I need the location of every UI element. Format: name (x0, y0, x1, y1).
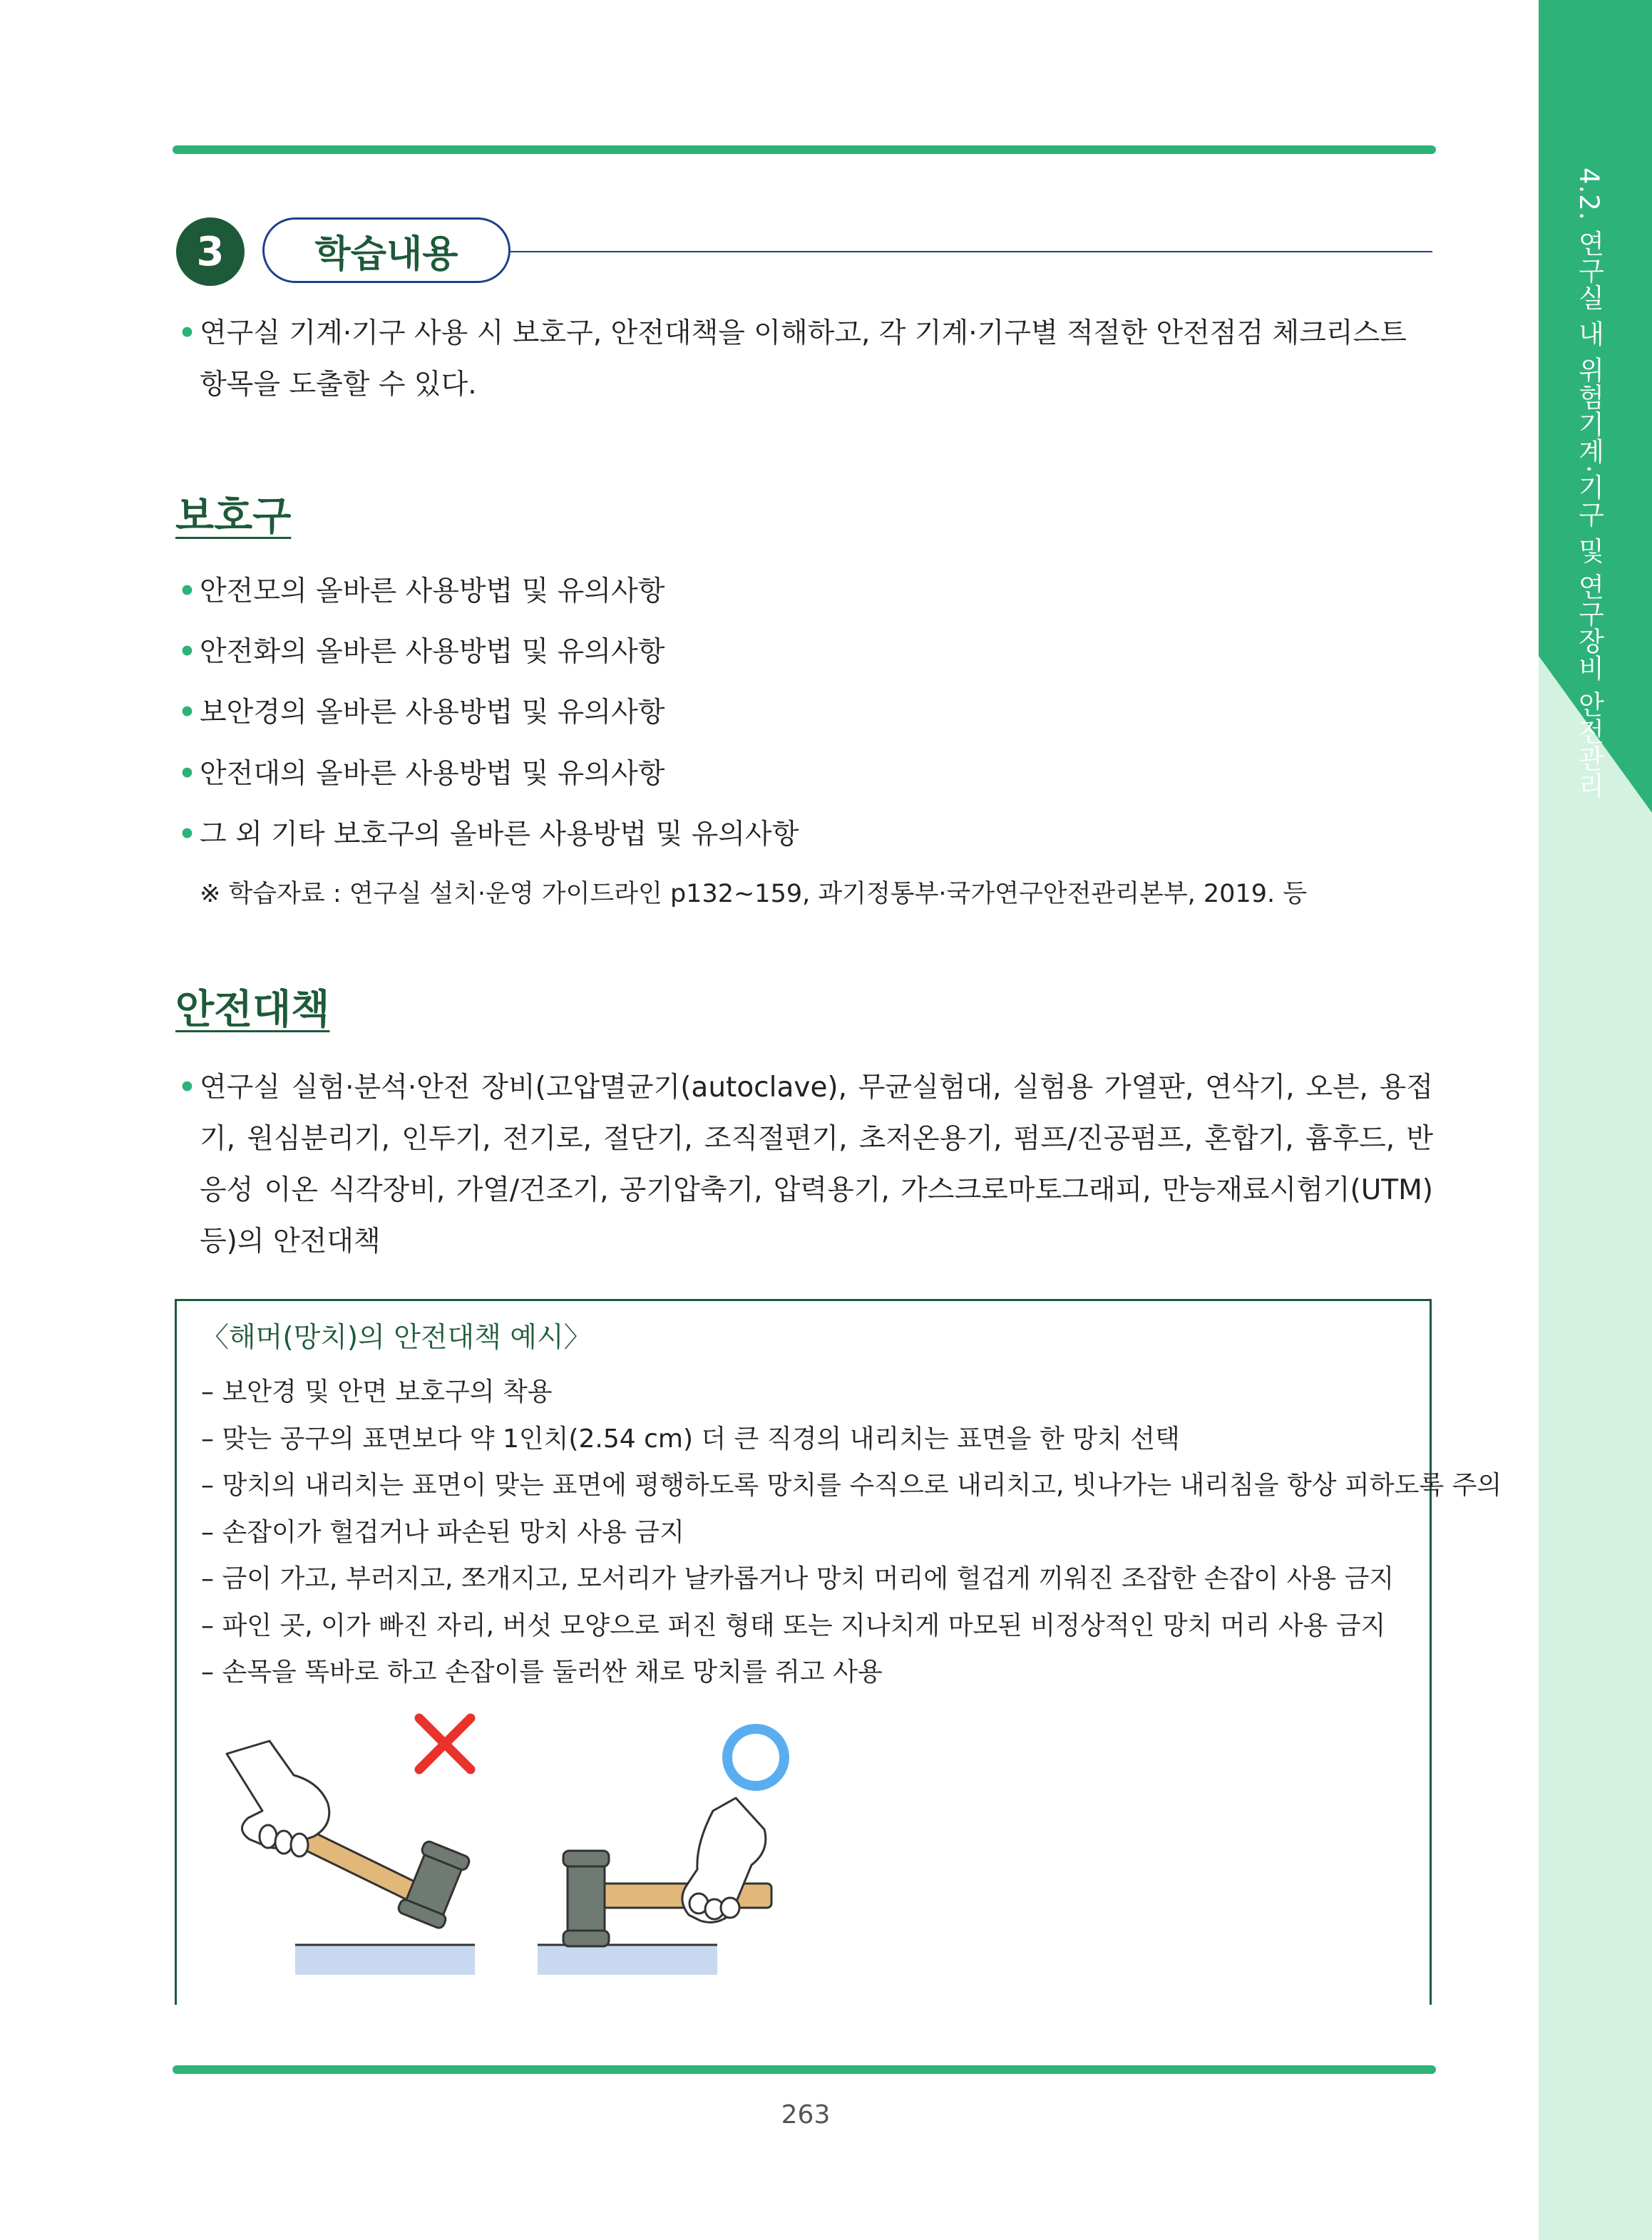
top-rule (173, 145, 1436, 154)
safety-measures-text: 연구실 실험·분석·안전 장비(고압멸균기(autoclave), 무균실험대, 실험용 가열판, 연삭기, 오븐, 용접기, 원심분리기, 인두기, 전기로, 절단기, 조직절편기, 초저온용기, 펌프/진공펌프, 혼합기, 흄후드, 반응성 이온 식각장비, 가열/건조기, 공기압축기, 압력용기, 가스크로마토그래피, 만능재료시험기(UTM) 등)의 안전대책 (200, 1072, 1433, 1258)
reference-note: ※ 학습자료 : 연구실 설치·운영 가이드라인 p132~159, 과기정통부·국가연구안전관리본부, 2019. 등 (200, 880, 1308, 908)
protective-gear-item-text: 안전모의 올바른 사용방법 및 유의사항 (200, 575, 665, 607)
bullet-dot: • (178, 758, 196, 790)
wrong-hammer-icon (227, 1741, 475, 1975)
list-item: – 손잡이가 헐겁거나 파손된 망치 사용 금지 (201, 1517, 684, 1547)
hammer-example-list (201, 1369, 1502, 1696)
list-item: – 금이 가고, 부러지고, 쪼개지고, 모서리가 날카롭거나 망치 머리에 헐겁게 끼워진 조잡한 손잡이 사용 금지 (201, 1564, 1395, 1593)
section-title-line (511, 251, 1432, 252)
safety-measures-heading: 안전대책 (175, 987, 330, 1033)
list-item: – 파인 곳, 이가 빠진 자리, 버섯 모양으로 퍼진 형태 또는 지나치게 마모된 비정상적인 망치 머리 사용 금지 (201, 1610, 1386, 1640)
protective-gear-item-text: 안전화의 올바른 사용방법 및 유의사항 (200, 636, 665, 668)
safety-measures-bullet (178, 1062, 1433, 1268)
protective-gear-item (178, 809, 799, 860)
section-number-badge: 3 (176, 217, 245, 286)
protective-gear-heading: 보호구 (175, 493, 292, 540)
bottom-rule (173, 2065, 1436, 2074)
protective-gear-item-text: 안전대의 올바른 사용방법 및 유의사항 (200, 758, 665, 790)
right-hammer-icon (538, 1798, 771, 1975)
bullet-dot: • (178, 575, 196, 607)
intro-bullet (178, 308, 1433, 411)
protective-gear-item (178, 687, 665, 739)
list-item: – 손목을 똑바로 하고 손잡이를 둘러싼 채로 망치를 쥐고 사용 (201, 1658, 883, 1687)
protective-gear-item (178, 749, 665, 800)
bullet-dot: • (178, 697, 196, 729)
bullet-dot: • (178, 636, 196, 668)
section-title: 학습내용 (262, 217, 511, 283)
intro-text: 연구실 기계·기구 사용 시 보호구, 안전대책을 이해하고, 각 기계·기구별 적절한 안전점검 체크리스트 항목을 도출할 수 있다. (200, 317, 1407, 401)
list-item: – 망치의 내리치는 표면이 맞는 표면에 평행하도록 망치를 수직으로 내리치고, 빗나가는 내리침을 항상 피하도록 주의 (201, 1471, 1502, 1500)
list-item: – 맞는 공구의 표면보다 약 1인치(2.54 cm) 더 큰 직경의 내리치는 표면을 한 망치 선택 (201, 1424, 1180, 1454)
page-number: 263 (781, 2100, 831, 2129)
circle-mark-icon (727, 1729, 784, 1786)
list-item: – 보안경 및 안면 보호구의 착용 (201, 1377, 553, 1407)
bullet-dot: • (178, 1072, 196, 1104)
hammer-example-title: 〈해머(망치)의 안전대책 예시〉 (201, 1322, 592, 1354)
protective-gear-item-text: 보안경의 올바른 사용방법 및 유의사항 (200, 697, 665, 729)
bullet-dot: • (178, 317, 196, 349)
protective-gear-item-text: 그 외 기타 보호구의 올바른 사용방법 및 유의사항 (200, 818, 799, 851)
protective-gear-item (178, 627, 665, 678)
hammer-illustration (207, 1704, 820, 1989)
bullet-dot: • (178, 818, 196, 851)
protective-gear-item (178, 566, 665, 617)
chapter-side-label: 4.2. 연구실 내 위험기계·기구 및 연구장비 안전관리 (1574, 168, 1604, 799)
x-mark-icon (419, 1718, 471, 1769)
